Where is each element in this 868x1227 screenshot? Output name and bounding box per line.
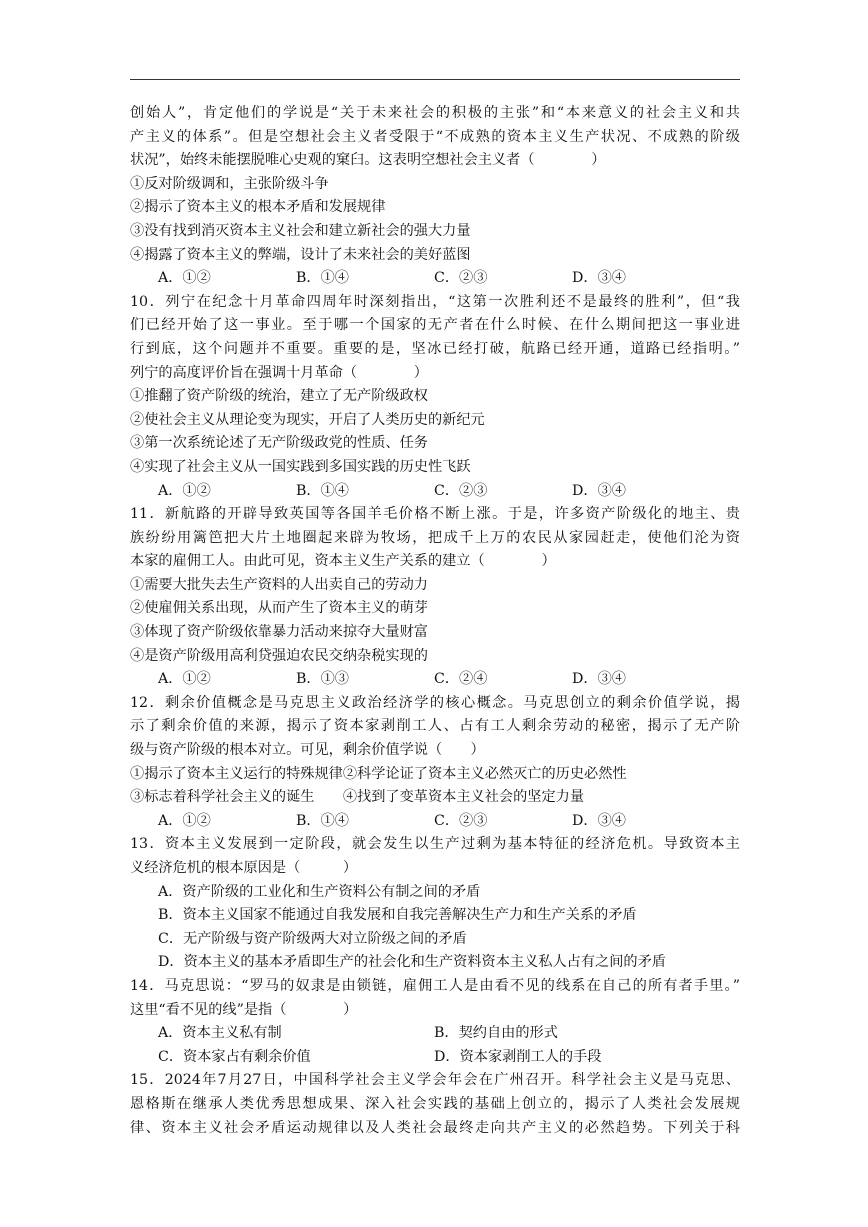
option-b: B．①③	[296, 671, 349, 688]
question-stem-line: 15．2024年7月27日，中国科学社会主义学会年会在广州召开。科学社会主义是马克思、	[130, 1072, 740, 1089]
option-b: B．①④	[296, 812, 349, 829]
statement-item: ③标志着科学社会主义的诞生 ④找到了变革资本主义社会的坚定力量	[130, 789, 585, 806]
answer-options	[130, 668, 740, 692]
statement-item: ④是资产阶级用高利贷强迫农民交纳杂税实现的	[130, 647, 428, 664]
header-rule	[130, 79, 740, 80]
answer-options	[130, 267, 740, 291]
answer-options	[130, 1046, 740, 1070]
question-stem-line: 11．新航路的开辟导致英国等各国羊毛价格不断上涨。于是，许多资产阶级化的地主、贵	[130, 506, 740, 523]
statement-item: ①揭示了资本主义运行的特殊规律②科学论证了资本主义必然灭亡的历史必然性	[130, 765, 627, 782]
statement-item: ③第一次系统论述了无产阶级政党的性质、任务	[130, 435, 428, 452]
option-a: A．①②	[158, 482, 211, 499]
question-stem-line: 们已经开始了这一事业。至于哪一个国家的无产者在什么时候、在什么期间把这一事业进	[130, 317, 740, 334]
option-a: A．资本主义私有制	[158, 1025, 282, 1042]
statement-item: ④实现了社会主义从一国实践到多国实践的历史性飞跃	[130, 458, 471, 475]
question-stem-line: 13．资本主义发展到一定阶段，就会发生以生产过剩为基本特征的经济危机。导致资本主	[130, 836, 740, 853]
option-c: C．②③	[434, 482, 488, 499]
question-stem-line: 族纷纷用篱笆把大片土地圈起来辟为牧场，把成千上万的农民从家园赶走，使他们沦为资	[130, 529, 740, 546]
option-d: D．资本主义的基本矛盾即生产的社会化和生产资料资本主义私人占有之间的矛盾	[158, 954, 666, 971]
statement-item: ②揭示了资本主义的根本矛盾和发展规律	[130, 199, 386, 216]
question-stem-line: 10．列宁在纪念十月革命四周年时深刻指出，“这第一次胜利还不是最终的胜利”，但“我	[130, 293, 740, 310]
statement-item: ③体现了资产阶级依靠暴力活动来掠夺大量财富	[130, 624, 428, 641]
question-14	[130, 975, 740, 1069]
option-a: A．①②	[158, 270, 211, 287]
question-stem-line: 恩格斯在继承人类优秀思想成果、深入社会实践的基础上创立的，揭示了人类社会发展规	[130, 1095, 740, 1112]
question-stem-line: 示了剩余价值的来源，揭示了资本家剥削工人、占有工人剩余劳动的秘密，揭示了无产阶	[130, 718, 740, 735]
question-9	[130, 102, 740, 291]
question-stem-line: 律、资本主义社会矛盾运动规律以及人类社会最终走向共产主义的必然趋势。下列关于科	[130, 1119, 740, 1136]
answer-options	[130, 1022, 740, 1046]
statement-item: ①推翻了资产阶级的统治，建立了无产阶级政权	[130, 388, 428, 405]
option-c: C．无产阶级与资产阶级两大对立阶级之间的矛盾	[158, 930, 467, 947]
option-d: D．③④	[572, 812, 626, 829]
option-d: D．资本家剥削工人的手段	[434, 1048, 602, 1065]
question-stem-line: 行到底，这个问题并不重要。重要的是，坚冰已经打破，航路已经开通，道路已经指明。”	[130, 340, 740, 357]
question-stem-line: 12．剩余价值概念是马克思主义政治经济学的核心概念。马克思创立的剩余价值学说，揭	[130, 694, 740, 711]
answer-options	[130, 810, 740, 834]
option-d: D．③④	[572, 671, 626, 688]
option-b: B．契约自由的形式	[434, 1025, 558, 1042]
question-10	[130, 291, 740, 503]
option-c: C．②④	[434, 671, 488, 688]
option-a: A．资产阶级的工业化和生产资料公有制之间的矛盾	[158, 883, 481, 900]
statement-item: ①需要大批失去生产资料的人出卖自己的劳动力	[130, 576, 428, 593]
statement-item: ③没有找到消灭资本主义社会和建立新社会的强大力量	[130, 222, 471, 239]
document-body	[130, 102, 740, 1140]
question-stem-line: 产主义的体系”。但是空想社会主义者受限于“不成熟的资本主义生产状况、不成熟的阶级	[130, 128, 740, 145]
option-b: B．①④	[296, 482, 349, 499]
question-stem-line: 14．马克思说：“罗马的奴隶是由锁链，雇佣工人是由看不见的线系在自己的所有者手里。”	[130, 977, 740, 994]
question-stem-line: 级与资产阶级的根本对立。可见，剩余价值学说（ ）	[130, 742, 485, 759]
option-d: D．③④	[572, 482, 626, 499]
question-stem-line: 列宁的高度评价旨在强调十月革命（ ）	[130, 364, 428, 381]
question-stem-line: 义经济危机的根本原因是（ ）	[130, 860, 358, 876]
question-12	[130, 692, 740, 834]
statement-item: ②使雇佣关系出现，从而产生了资本主义的萌芽	[130, 600, 428, 617]
answer-options	[130, 480, 740, 504]
statement-item: ②使社会主义从理论变为现实，开启了人类历史的新纪元	[130, 411, 485, 428]
option-d: D．③④	[572, 270, 626, 287]
statement-item: ④揭露了资本主义的弊端，设计了未来社会的美好蓝图	[130, 246, 471, 263]
question-15	[130, 1069, 740, 1140]
option-c: C．资本家占有剩余价值	[158, 1048, 311, 1065]
question-11	[130, 503, 740, 692]
option-b: B．资本主义国家不能通过自我发展和自我完善解决生产力和生产关系的矛盾	[158, 907, 637, 924]
question-stem-line: 状况”，始终未能摆脱唯心史观的窠臼。这表明空想社会主义者（ ）	[130, 152, 606, 169]
question-stem-line: 这里“看不见的线”是指（ ）	[130, 1001, 358, 1018]
option-c: C．②③	[434, 270, 488, 287]
question-13	[130, 833, 740, 975]
option-c: C．②③	[434, 812, 488, 829]
option-a: A．①②	[158, 812, 211, 829]
question-stem-line: 本家的雇佣工人。由此可见，资本主义生产关系的建立（ ）	[130, 553, 556, 570]
option-a: A．①②	[158, 671, 211, 688]
statement-item: ①反对阶级调和，主张阶级斗争	[130, 175, 329, 192]
option-b: B．①④	[296, 270, 349, 287]
question-stem-line: 创始人”，肯定他们的学说是“关于未来社会的积极的主张”和“本来意义的社会主义和共	[130, 105, 740, 121]
